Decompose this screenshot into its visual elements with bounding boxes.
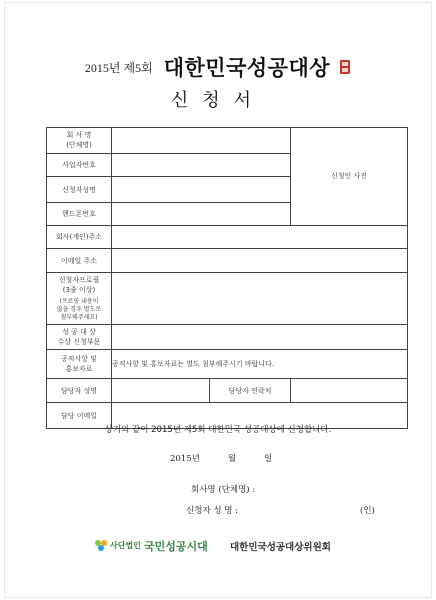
business-reg-field[interactable] [112,153,291,177]
address-field[interactable] [112,225,408,249]
manager-contact-label: 담당자 연락처 [210,379,291,403]
signature-company-label: 회사명 (단체명) : [191,485,256,495]
date-year: 2015년 [170,454,200,464]
date-month: 월 [227,454,237,464]
profile-label: 신청자프로필 (3줄 이상) (프로필 내용이 많을 경우 별도로 첨부해주세요) [47,273,112,325]
applicant-name-field[interactable] [112,177,291,203]
date-day: 일 [264,454,273,464]
profile-field[interactable] [112,273,408,325]
manager-contact-field[interactable] [291,379,408,403]
red-seal-stamp [339,59,351,75]
application-statement: 상기와 같이 2015년 제5회 대한민국 성공대상에 신청합니다. [104,425,332,435]
year-edition: 2015년 제5회 [84,60,153,75]
manager-email-label: 담당 이메일 [47,403,112,429]
award-category-label: 성 공 대 상 수상 신청부문 [47,324,112,350]
company-name-label: 회 사 명 (단체명) [47,128,112,154]
association-name: 국민성공시대 [144,540,208,553]
applicant-photo-box[interactable] [291,128,408,226]
company-name-field[interactable] [112,128,291,154]
association-logo-icon [94,538,108,552]
mobile-field[interactable] [112,203,291,226]
email-field[interactable] [112,249,408,273]
header [0,52,436,82]
signature-applicant-label: 신청자 성 명 : [186,506,239,516]
business-reg-label: 사업자번호 [47,153,112,177]
manager-name-label: 담당자 성명 [47,379,112,403]
address-label: 회사(개인)주소 [47,225,112,249]
date-line [170,452,272,464]
award-category-field[interactable] [112,324,408,350]
footer [94,538,374,554]
seal-mark: (인) [360,506,375,516]
application-form [46,127,408,429]
applicant-name-label: 신청자성명 [47,177,112,203]
promo-field[interactable] [112,350,408,379]
email-label: 이메일 주소 [47,249,112,273]
mobile-label: 핸드폰번호 [47,203,112,226]
document-title: 신청서 [170,90,266,111]
committee-name: 대한민국성공대상위원회 [230,542,331,553]
promo-note: 공적사항 및 홍보자료는 별도 첨부해주시기 바랍니다. [112,360,275,369]
manager-name-field[interactable] [112,379,210,403]
association-prefix: 사단법인 [110,541,141,550]
photo-label: 신청인 사진 [330,172,368,181]
promo-label: 공적사항 및 홍보자료 [47,350,112,379]
brand-title: 대한민국성공대상 [163,56,331,80]
